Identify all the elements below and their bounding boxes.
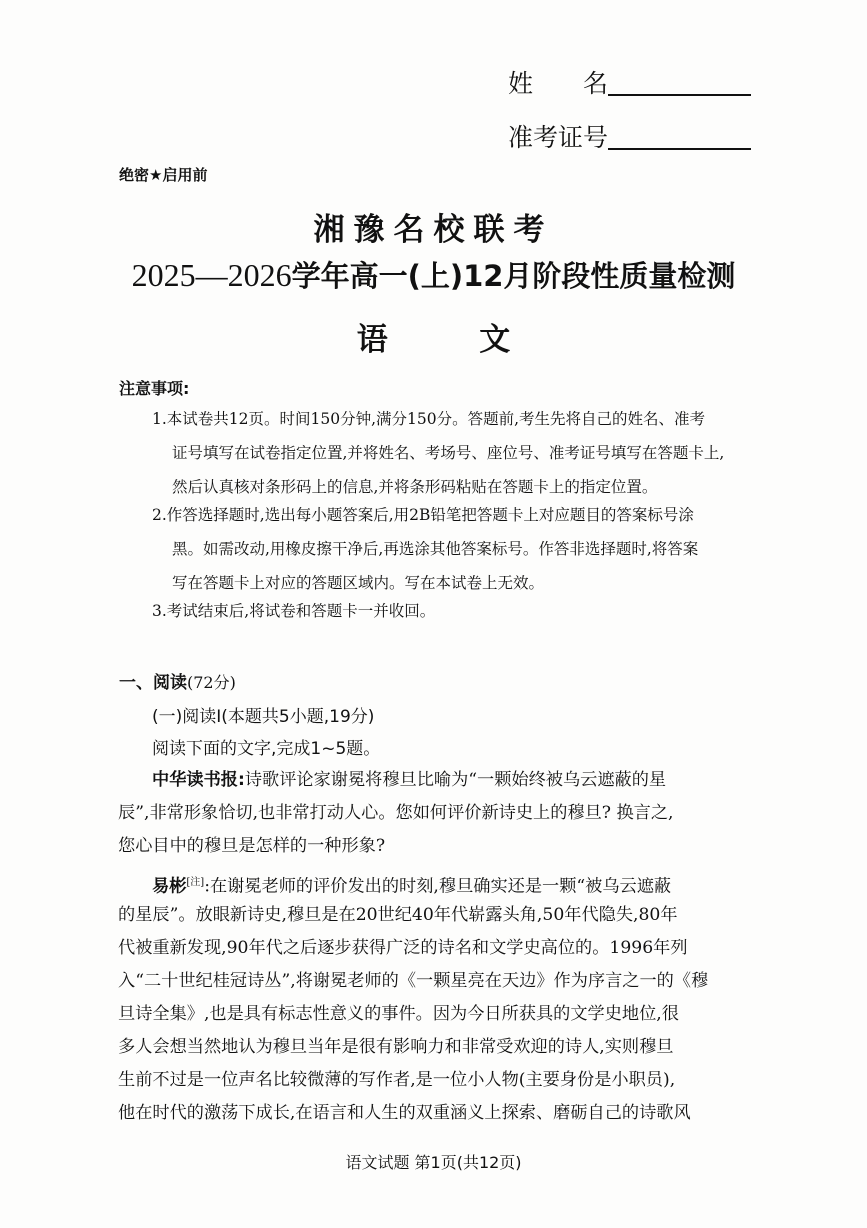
exam-id-blank-line bbox=[608, 148, 751, 150]
notice-line: 写在答题卡上对应的答题区域内。写在本试卷上无效。 bbox=[172, 574, 545, 592]
exam-title: 湘豫名校联考 bbox=[313, 212, 554, 248]
secret-mark: 绝密★启用前 bbox=[119, 166, 208, 184]
reading-instruction: 阅读下面的文字,完成1~5题。 bbox=[152, 739, 381, 759]
subject-title bbox=[0, 314, 867, 359]
paragraph-line: 中华读书报:诗歌评论家谢冕将穆旦比喻为“一颗始终被乌云遮蔽的星 bbox=[152, 770, 667, 790]
notice-line: 证号填写在试卷指定位置,并将姓名、考场号、座位号、准考证号填写在答题卡上, bbox=[172, 444, 725, 462]
subject-char-2: 文 bbox=[479, 322, 511, 358]
paragraph-line: 您心目中的穆旦是怎样的一种形象? bbox=[118, 836, 386, 856]
notice-line: 1.本试卷共12页。时间150分钟,满分150分。答题前,考生先将自己的姓名、准考 bbox=[152, 410, 706, 428]
paragraph-line: 旦诗全集》,也是具有标志性意义的事件。因为今日所获具的文学史地位,很 bbox=[118, 1004, 679, 1024]
notice-line: 然后认真核对条形码上的信息,并将条形码粘贴在答题卡上的指定位置。 bbox=[172, 478, 658, 496]
section-heading bbox=[119, 668, 236, 693]
paragraph-line: 辰”,非常形象恰切,也非常打动人心。您如何评价新诗史上的穆旦? 换言之, bbox=[118, 803, 674, 823]
paragraph-line: 多人会想当然地认为穆旦当年是很有影响力和非常受欢迎的诗人,实则穆旦 bbox=[118, 1037, 674, 1057]
paragraph-line: 代被重新发现,90年代之后逐步获得广泛的诗名和文学史高位的。1996年列 bbox=[118, 938, 688, 958]
notice-heading: 注意事项: bbox=[119, 379, 190, 398]
exam-subtitle bbox=[0, 254, 867, 295]
notice-line: 黑。如需改动,用橡皮擦干净后,再选涂其他答案标号。作答非选择题时,将答案 bbox=[172, 540, 699, 558]
subtitle-rest: 学年高一(上)12月阶段性质量检测 bbox=[291, 259, 736, 293]
paragraph-line: 易彬[注]:在谢冕老师的评价发出的时刻,穆旦确实还是一颗“被乌云遮蔽 bbox=[152, 876, 672, 897]
page-footer: 语文试题 第1页(共12页) bbox=[345, 1153, 522, 1172]
name-blank-line bbox=[608, 94, 751, 96]
section-heading-score: (72分) bbox=[187, 673, 236, 692]
footnote-mark: [注] bbox=[186, 877, 205, 888]
subsection-heading: (一)阅读Ⅰ(本题共5小题,19分) bbox=[152, 707, 375, 727]
interview-question bbox=[118, 764, 768, 863]
name-label: 姓 名 bbox=[508, 69, 609, 98]
speaker-label: 易彬 bbox=[152, 876, 187, 897]
notice-line: 2.作答选择题时,选出每小题答案后,用2B铅笔把答题卡上对应题目的答案标号涂 bbox=[152, 506, 694, 524]
paragraph-line: 的星辰”。放眼新诗史,穆旦是在20世纪40年代崭露头角,50年代隐失,80年 bbox=[118, 905, 678, 925]
interview-answer bbox=[118, 866, 768, 1130]
paragraph-line: 入“二十世纪桂冠诗丛”,将谢冕老师的《一颗星亮在天边》作为序言之一的《穆 bbox=[118, 971, 709, 991]
section-heading-text: 一、阅读 bbox=[119, 673, 187, 693]
speaker-label: 中华读书报: bbox=[152, 770, 245, 790]
notice-item-2 bbox=[152, 498, 752, 600]
subtitle-year: 2025—2026 bbox=[131, 257, 292, 293]
paragraph-line: 生前不过是一位声名比较微薄的写作者,是一位小人物(主要身份是小职员), bbox=[118, 1070, 676, 1090]
subject-char-1: 语 bbox=[356, 322, 388, 358]
paragraph-line: 他在时代的激荡下成长,在语言和人生的双重涵义上探索、磨砺自己的诗歌风 bbox=[118, 1103, 691, 1123]
notice-item-3 bbox=[152, 594, 752, 628]
notice-line: 3.考试结束后,将试卷和答题卡一并收回。 bbox=[152, 602, 436, 620]
notice-item-1 bbox=[152, 402, 752, 504]
exam-id-label: 准考证号 bbox=[508, 123, 609, 152]
